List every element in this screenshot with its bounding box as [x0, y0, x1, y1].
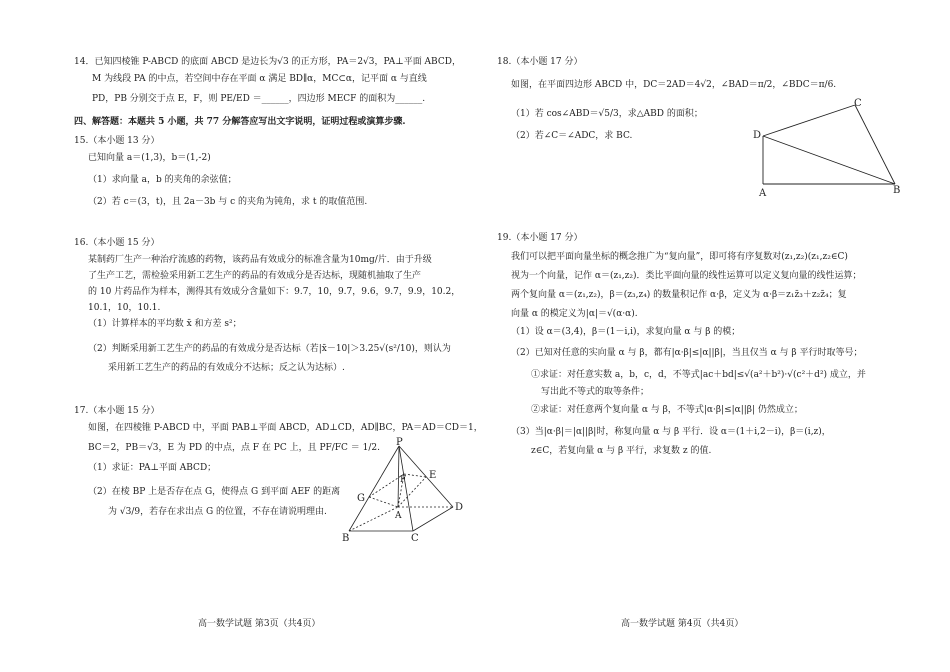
q15-part-2: （2）若 c＝(3，t)，且 2a－3b 与 c 的夹角为钝角，求 t 的取值范围.: [88, 197, 368, 207]
q17-line-1: 如图，在四棱锥 P-ABCD 中，平面 PAB⊥平面 ABCD，AD⊥CD，AD∥BC，PA＝AD＝CD＝1，: [88, 423, 483, 433]
page-3-footer: 高一数学试题 第3页（共4页）: [198, 619, 321, 629]
label-A: A: [395, 511, 402, 521]
q15-given: 已知向量 a＝(1,3)，b＝(1,-2): [88, 153, 211, 163]
q18-line-1: 如图，在平面四边形 ABCD 中，DC＝2AD＝4√2，∠BAD＝π/2，∠BDC＝π/6.: [511, 80, 837, 90]
q14-line-3: PD，PB 分别交于点 E，F，则 PE/ED ＝______，四边形 MECF 的面积为______.: [92, 94, 426, 104]
pyramid-figure: [335, 437, 470, 545]
q17-part-1: （1）求证：PA⊥平面 ABCD；: [88, 463, 217, 473]
q17-part-2a: （2）在棱 BP 上是否存在点 G，使得点 G 到平面 AEF 的距离: [88, 487, 341, 497]
edge-DB: [763, 136, 895, 184]
q17-line-2: BC＝2，PB＝√3，E 为 PD 的中点，点 F 在 PC 上，且 PF/FC ＝ 1/2.: [88, 443, 380, 453]
q19-line-2: 视为一个向量，记作 α＝(z₁,z₂)．类比平面向量的线性运算可以定义复向量的线性运算；: [511, 271, 862, 281]
q19-line-4: 向量 α 的模定义为|α|＝√(α·α).: [511, 309, 638, 319]
q16-line-4: 10.1，10，10.1.: [88, 303, 161, 313]
q19-line-3: 两个复向量 α＝(z₁,z₂)，β＝(z₃,z₄) 的数量积记作 α·β，定义为 α·β＝z₁z̄₃＋z₂z̄₄；复: [511, 290, 847, 300]
q16-title: 16.（本小题 15 分）: [74, 238, 160, 248]
q19-part-3a: （3）当|α·β|＝|α||β|时，称复向量 α 与 β 平行．设 α＝(1＋i,2－i)，β＝(i,z)，: [511, 427, 831, 437]
label-B: B: [342, 533, 350, 544]
q19-line-1: 我们可以把平面向量坐标的概念推广为“复向量”，即可将有序复数对(z₁,z₂)(z₁,z₂∈C): [511, 252, 848, 262]
q18-title: 18.（本小题 17 分）: [497, 57, 583, 67]
q16-line-2: 了生产工艺，需检验采用新工艺生产的药品的有效成分是否达标，现随机抽取了生产: [88, 271, 422, 281]
label-C: C: [411, 533, 419, 544]
edge-PD: [399, 446, 453, 507]
q18-part-1: （1）若 cos∠ABD＝√5/3，求△ABD 的面积；: [511, 109, 703, 119]
q18-part-2: （2）若∠C＝∠ADC，求 BC.: [511, 131, 633, 141]
quadrilateral-figure: [753, 96, 903, 200]
q19-part-2: （2）已知对任意的实向量 α 与 β，都有|α·β|≤|α||β|，当且仅当 α 与 β 平行时取等号；: [511, 348, 863, 358]
label-D: D: [455, 502, 464, 513]
q14-line-2: M 为线段 PA 的中点，若空间中存在平面 α 满足 BD∥α，MC⊂α，记平面 α 与直线: [92, 74, 427, 84]
q19-part-3b: z∈C，若复向量 α 与 β 平行，求复数 z 的值.: [531, 446, 712, 456]
edge-PA: [398, 446, 399, 507]
label-B: B: [893, 185, 901, 196]
q19-part-2i-b: 写出此不等式的取等条件；: [541, 387, 650, 397]
q15-part-1: （1）求向量 a，b 的夹角的余弦值；: [88, 175, 237, 185]
q19-part-2i-a: ①求证：对任意实数 a，b，c，d，不等式|ac＋bd|≤√(a²＋b²)·√(c²＋d²) 成立，并: [531, 370, 866, 380]
section-4-heading: 四、解答题：本题共 5 小题，共 77 分解答应写出文字说明，证明过程或演算步骤.: [74, 117, 406, 127]
edge-CD: [413, 507, 453, 531]
q19-title: 19.（本小题 17 分）: [497, 233, 583, 243]
label-G: G: [357, 493, 365, 504]
label-F: F: [400, 475, 407, 485]
q14-line-1: 14．已知四棱锥 P-ABCD 的底面 ABCD 是边长为√3 的正方形，PA＝2√3，PA⊥平面 ABCD，: [74, 57, 461, 67]
label-A: A: [759, 188, 767, 199]
edge-GA: [369, 497, 398, 507]
q15-title: 15.（本小题 13 分）: [74, 136, 160, 146]
label-D: D: [753, 130, 762, 141]
q17-part-2b: 为 √3/9，若存在求出点 G 的位置，不存在请说明理由.: [108, 507, 327, 517]
q19-part-1: （1）设 α＝(3,4)，β＝(1－i,i)，求复向量 α 与 β 的模；: [511, 327, 741, 337]
edge-DC: [763, 105, 855, 136]
q17-title: 17.（本小题 15 分）: [74, 406, 160, 416]
label-C: C: [854, 98, 862, 109]
label-E: E: [429, 470, 437, 481]
label-P: P: [396, 437, 403, 448]
page-4: [475, 0, 950, 672]
q16-part-2a: （2）判断采用新工艺生产的药品的有效成分是否达标（若|x̄－10|＞3.25√(s²/10)，则认为: [88, 344, 451, 354]
q16-part-1: （1）计算样本的平均数 x̄ 和方差 s²；: [88, 319, 242, 329]
edge-PB: [349, 446, 399, 531]
edge-FE: [404, 474, 426, 477]
edge-CB: [855, 105, 895, 184]
q16-line-3: 的 10 片药品作为样本，测得其有效成分含量如下：9.7，10，9.7，9.6，9.7，9.9，10.2，: [88, 287, 461, 297]
q19-part-2ii: ②求证：对任意两个复向量 α 与 β，不等式|α·β|≤|α||β| 仍然成立；: [531, 405, 803, 415]
q16-line-1: 某制药厂生产一种治疗流感的药物，该药品有效成分的标准含量为10mg/片．由于升级: [88, 255, 432, 265]
q16-part-2b: 采用新工艺生产的药品的有效成分不达标；反之认为达标）.: [108, 363, 345, 373]
page-4-footer: 高一数学试题 第4页（共4页）: [621, 619, 744, 629]
